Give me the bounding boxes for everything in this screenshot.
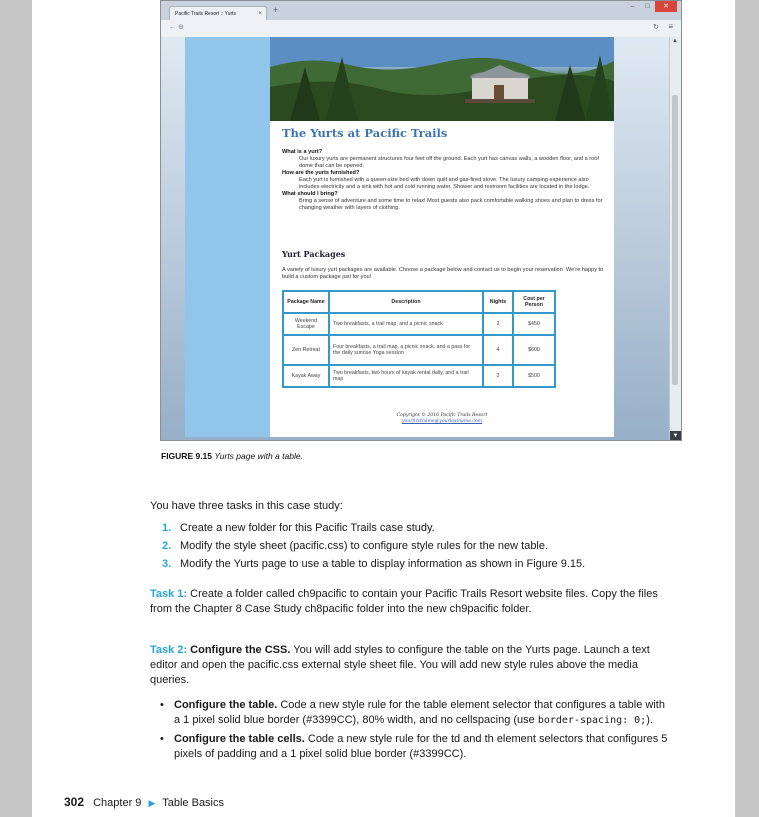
maximize-icon[interactable]: □ xyxy=(645,3,650,10)
table-cell: 2 xyxy=(483,365,513,387)
browser-tab-title: Pacific Trails Resort :: Yurts xyxy=(175,11,237,17)
email-link[interactable]: yourfirstname@yourlastname.com xyxy=(401,419,483,424)
task1-paragraph xyxy=(150,587,670,617)
scroll-thumb[interactable] xyxy=(672,95,678,385)
browser-scrollbar[interactable] xyxy=(669,37,681,441)
new-tab-icon[interactable]: + xyxy=(273,5,279,15)
step-list xyxy=(162,519,670,573)
list-item xyxy=(160,732,670,762)
step-number: 2. xyxy=(162,540,172,552)
site-sidebar xyxy=(185,37,270,437)
table-header: Package Name xyxy=(283,291,329,313)
table-cell: Two breakfasts, two hours of kayak rental daily, and a trail map xyxy=(329,365,483,387)
bullet-text: Code a new style rule for the table element selector that configures a table with a 1 pixel solid blue border (#3399CC), 80% width, and no cellspacing (use xyxy=(174,699,665,726)
table-cell: Weekend Escape xyxy=(283,313,329,335)
faq-answer: Each yurt is furnished with a queen-size bed with down quilt and gas-fired stove. The luxury camping experience also includes electricity and a sink with hot and cold running water. Shower and restroom facilities are located in the lodge. xyxy=(299,177,590,190)
site-footer xyxy=(270,413,614,425)
browser-tab[interactable] xyxy=(169,6,267,20)
faq-answer: Our luxury yurts are permanent structures four feet off the ground. Each yurt has canvas walls, a wooden floor, and a roof dome that can be opened. xyxy=(299,156,599,169)
table-header: Description xyxy=(329,291,483,313)
table-cell: $600 xyxy=(513,335,555,365)
table-cell: Zen Retreat xyxy=(283,335,329,365)
browser-viewport xyxy=(161,37,671,441)
step-number: 1. xyxy=(162,522,172,534)
table-row xyxy=(283,365,555,387)
packages-table xyxy=(282,290,556,388)
task2-label: Task 2: xyxy=(150,644,188,656)
task2-text: You will add styles to configure the table on the Yurts page. Launch a text editor and open the pacific.css external style sheet file. You will add new style rules above the media queries. xyxy=(150,644,650,686)
faq-list xyxy=(282,149,607,212)
table-header: Cost per Person xyxy=(513,291,555,313)
bullet-text: Code a new style rule for the td and th element selectors that configures 5 pixels of padding and a 1 pixel solid blue border (#3399CC). xyxy=(174,733,668,760)
site-content xyxy=(270,37,614,437)
task2-paragraph xyxy=(150,643,670,688)
bullet-icon: • xyxy=(160,699,164,711)
copyright-text: Copyright © 2016 Pacific Trails Resort xyxy=(396,413,488,418)
scroll-down-icon[interactable]: ▼ xyxy=(670,431,681,441)
figure-label: FIGURE 9.15 xyxy=(161,451,213,461)
task2-bold: Configure the CSS. xyxy=(190,644,291,656)
reload-icon[interactable]: ↻ xyxy=(653,24,659,31)
scroll-up-icon[interactable]: ▲ xyxy=(672,38,678,44)
bullet-bold: Configure the table. xyxy=(174,699,278,711)
page-number: 302 xyxy=(64,795,85,809)
chapter-label: Chapter 9 xyxy=(93,797,142,809)
table-cell: 2 xyxy=(483,313,513,335)
tasks-intro: You have three tasks in this case study: xyxy=(150,500,343,512)
packages-heading: Yurt Packages xyxy=(282,249,346,259)
minimize-icon[interactable]: – xyxy=(630,3,635,10)
hero-yurt-image xyxy=(270,37,614,121)
table-header: Nights xyxy=(483,291,513,313)
address-bar[interactable] xyxy=(161,20,681,38)
table-cell: Kayak Away xyxy=(283,365,329,387)
list-item xyxy=(162,555,670,573)
table-cell: Four breakfasts, a trail map, a picnic snack, and a pass for the daily sunrise Yoga session xyxy=(329,335,483,365)
task1-text: Create a folder called ch9pacific to contain your Pacific Trails Resort website files. Copy the files from the Chapter 8 Case Study ch8pacific folder into the new ch9pacific folder. xyxy=(150,588,658,615)
step-text: Create a new folder for this Pacific Trails case study. xyxy=(180,522,435,534)
step-text: Modify the Yurts page to use a table to display information as shown in Figure 9.15. xyxy=(180,558,586,570)
close-window-icon[interactable]: ✕ xyxy=(655,1,677,12)
table-row xyxy=(283,313,555,335)
table-cell: Two breakfasts, a trail map, and a picnic snack xyxy=(329,313,483,335)
figure-caption-text: Yurts page with a table. xyxy=(214,451,303,461)
site-page-title: The Yurts at Pacific Trails xyxy=(282,126,448,140)
window-controls xyxy=(625,1,677,13)
list-item xyxy=(160,698,670,728)
figure-browser-window xyxy=(160,0,682,441)
bullet-list xyxy=(160,698,670,766)
menu-icon[interactable]: ≡ xyxy=(668,22,673,31)
task1-label: Task 1: xyxy=(150,588,188,600)
book-page xyxy=(32,0,735,817)
faq-question: What should I bring? xyxy=(282,191,338,197)
list-item xyxy=(162,537,670,555)
tab-close-icon[interactable]: × xyxy=(258,11,262,17)
figure-caption xyxy=(161,451,303,461)
table-cell: $500 xyxy=(513,365,555,387)
table-header-row xyxy=(283,291,555,313)
faq-question: What is a yurt? xyxy=(282,149,323,155)
step-text: Modify the style sheet (pacific.css) to configure style rules for the new table. xyxy=(180,540,549,552)
table-cell: $450 xyxy=(513,313,555,335)
triangle-icon: ▶ xyxy=(148,798,156,808)
code-snippet: border-spacing: 0; xyxy=(537,715,647,726)
packages-intro: A variety of luxury yurt packages are available. Choose a package below and contact us to begin your reservation. We're happy to build a custom package just for you! xyxy=(282,267,604,280)
page-footer xyxy=(64,795,224,809)
list-item xyxy=(162,519,670,537)
bullet-text-after: ). xyxy=(646,714,653,726)
step-number: 3. xyxy=(162,558,172,570)
section-label: Table Basics xyxy=(162,797,225,809)
faq-question: How are the yurts furnished? xyxy=(282,170,360,176)
table-cell: 4 xyxy=(483,335,513,365)
faq-answer: Bring a sense of adventure and some time to relax! Most guests also pack comfortable walking shoes and plan to dress for changing weather with layers of clothing. xyxy=(299,198,603,211)
bullet-bold: Configure the table cells. xyxy=(174,733,305,745)
table-row xyxy=(283,335,555,365)
back-globe-icon[interactable]: ← ⊕ xyxy=(169,24,184,31)
browser-tabstrip xyxy=(161,1,681,20)
bullet-icon: • xyxy=(160,733,164,745)
